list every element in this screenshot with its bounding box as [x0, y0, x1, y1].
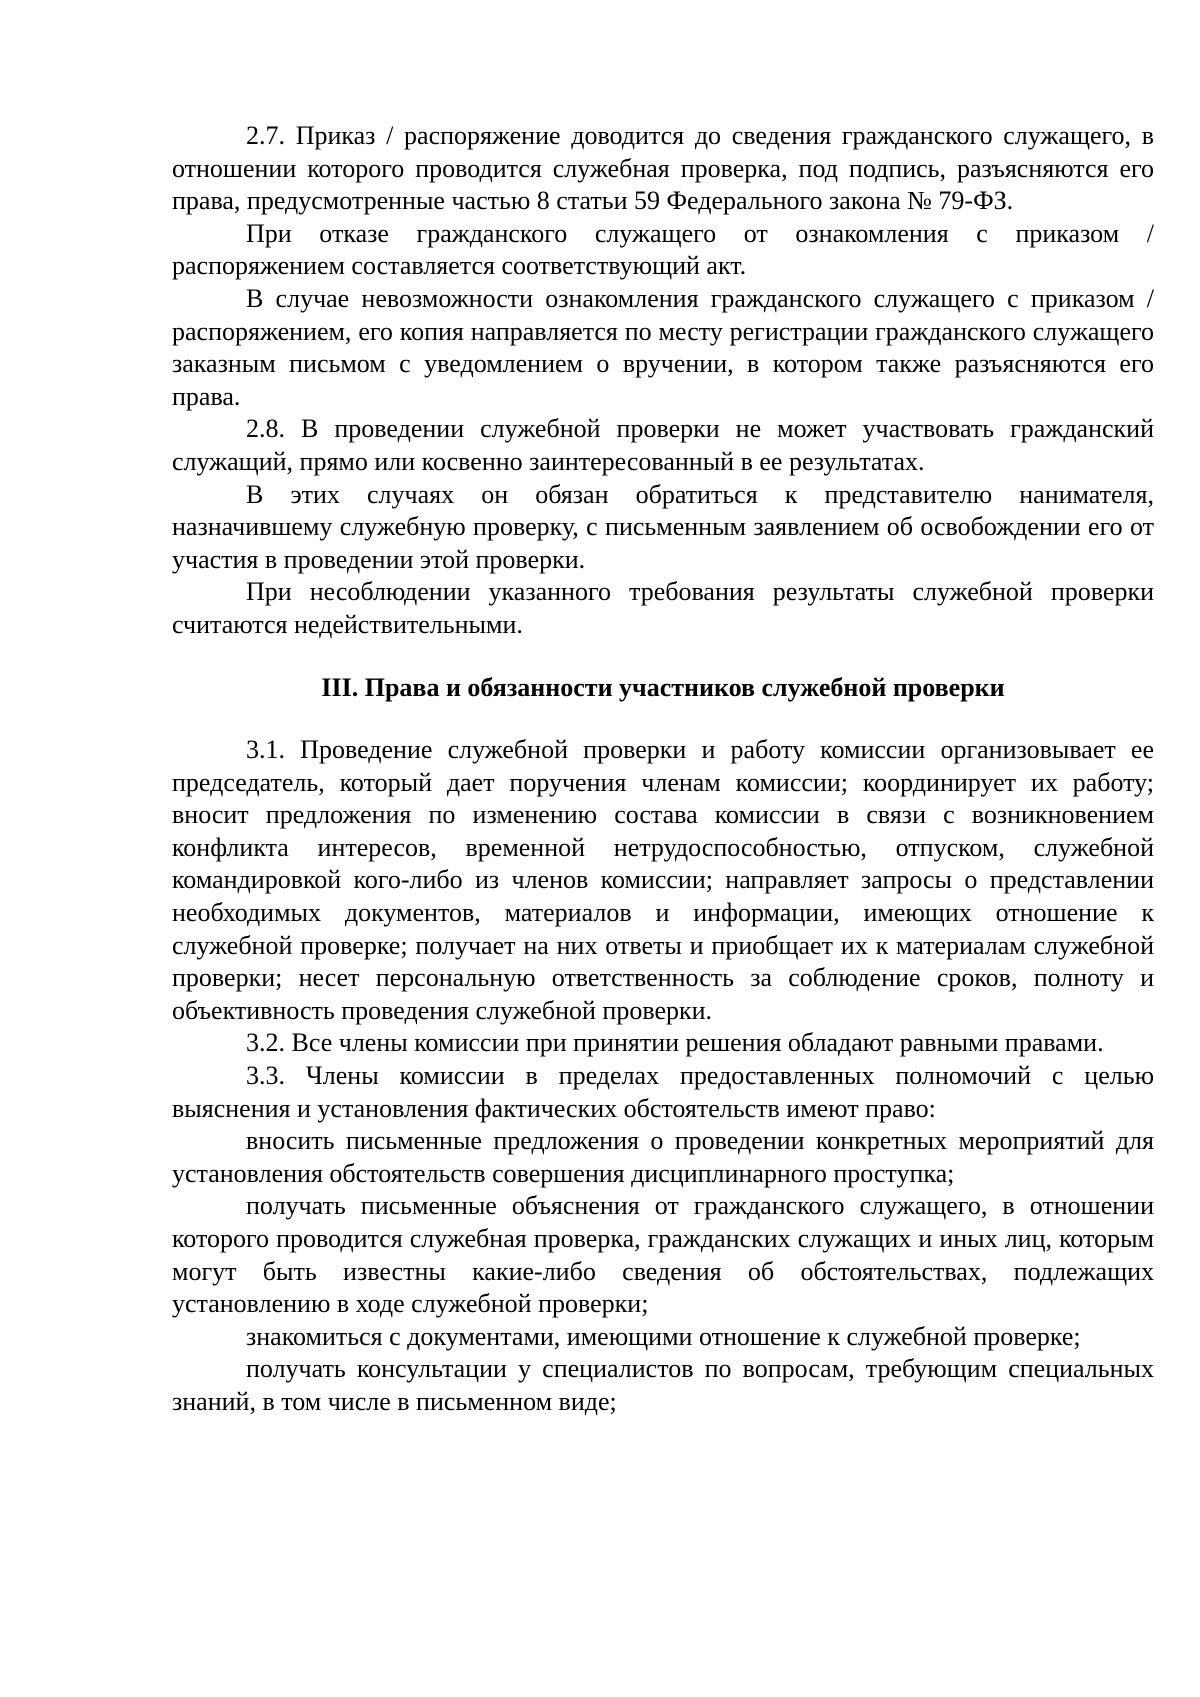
paragraph-3-2: 3.2. Все члены комиссии при принятии решения обладают равными правами.	[246, 1028, 1104, 1058]
paragraph-invalid-results: При несоблюдении указанного требования результаты служебной проверки считаются недействительными.	[172, 577, 1154, 639]
list-item-consultations: получать консультации у специалистов по вопросам, требующим специальных знаний, в том числе в письменном виде;	[172, 1354, 1154, 1416]
paragraph-release-request: В этих случаях он обязан обратиться к представителю нанимателя, назначившему служебную проверку, с письменным заявлением об освобождении его от участия в проведении этой проверки.	[172, 479, 1154, 574]
section-title: III. Права и обязанности участников служебной проверки	[321, 672, 1005, 702]
list-item-proposals: вносить письменные предложения о проведении конкретных мероприятий для установления обстоятельств совершения дисциплинарного проступка;	[172, 1126, 1154, 1188]
paragraph-refusal-act: При отказе гражданского служащего от ознакомления с приказом / распоряжением составляется соответствующий акт.	[172, 218, 1154, 281]
paragraph-3-3: 3.3. Члены комиссии в пределах предоставленных полномочий с целью выяснения и установления фактических обстоятельств имеют право:	[172, 1061, 1154, 1123]
paragraph-2-7: 2.7. Приказ / распоряжение доводится до сведения гражданского служащего, в отношении которого проводится служебная проверка, под подпись, разъясняются его права, предусмотренные частью 8 статьи 59 Федерального закона № 79-ФЗ.	[172, 121, 1154, 216]
paragraph-3-1: 3.1. Проведение служебной проверки и работу комиссии организовывает ее председатель, который дает поручения членам комиссии; координирует их работу; вносит предложения по изменению состава комиссии в связи с возникновением конфликта интересов, временной нетрудоспособностью, отпуском, служебной командировкой кого-либо из членов комиссии; направляет запросы о представлении необходимых документов, материалов и информации, имеющих отношение к служебной проверке; получает на них ответы и приобщает их к материалам служебной проверки; несет персональную ответственность за соблюдение сроков, полноту и объективность проведения служебной проверки.	[172, 735, 1154, 1025]
paragraph-impossibility: В случае невозможности ознакомления гражданского служащего с приказом / распоряжением, его копия направляется по месту регистрации гражданского служащего заказным письмом с уведомлением о вручении, в котором также разъясняются его права.	[172, 283, 1154, 411]
list-item-explanations: получать письменные объяснения от гражданского служащего, в отношении которого проводится служебная проверка, гражданских служащих и иных лиц, которым могут быть известны какие-либо сведения об обстоятельствах, подлежащих установлению в ходе служебной проверки;	[172, 1191, 1154, 1319]
list-item-documents: знакомиться с документами, имеющими отношение к служебной проверке;	[246, 1321, 1081, 1351]
paragraph-2-8: 2.8. В проведении служебной проверки не может участвовать гражданский служащий, прямо или косвенно заинтересованный в ее результатах.	[172, 414, 1154, 476]
document-page	[172, 120, 1154, 1419]
